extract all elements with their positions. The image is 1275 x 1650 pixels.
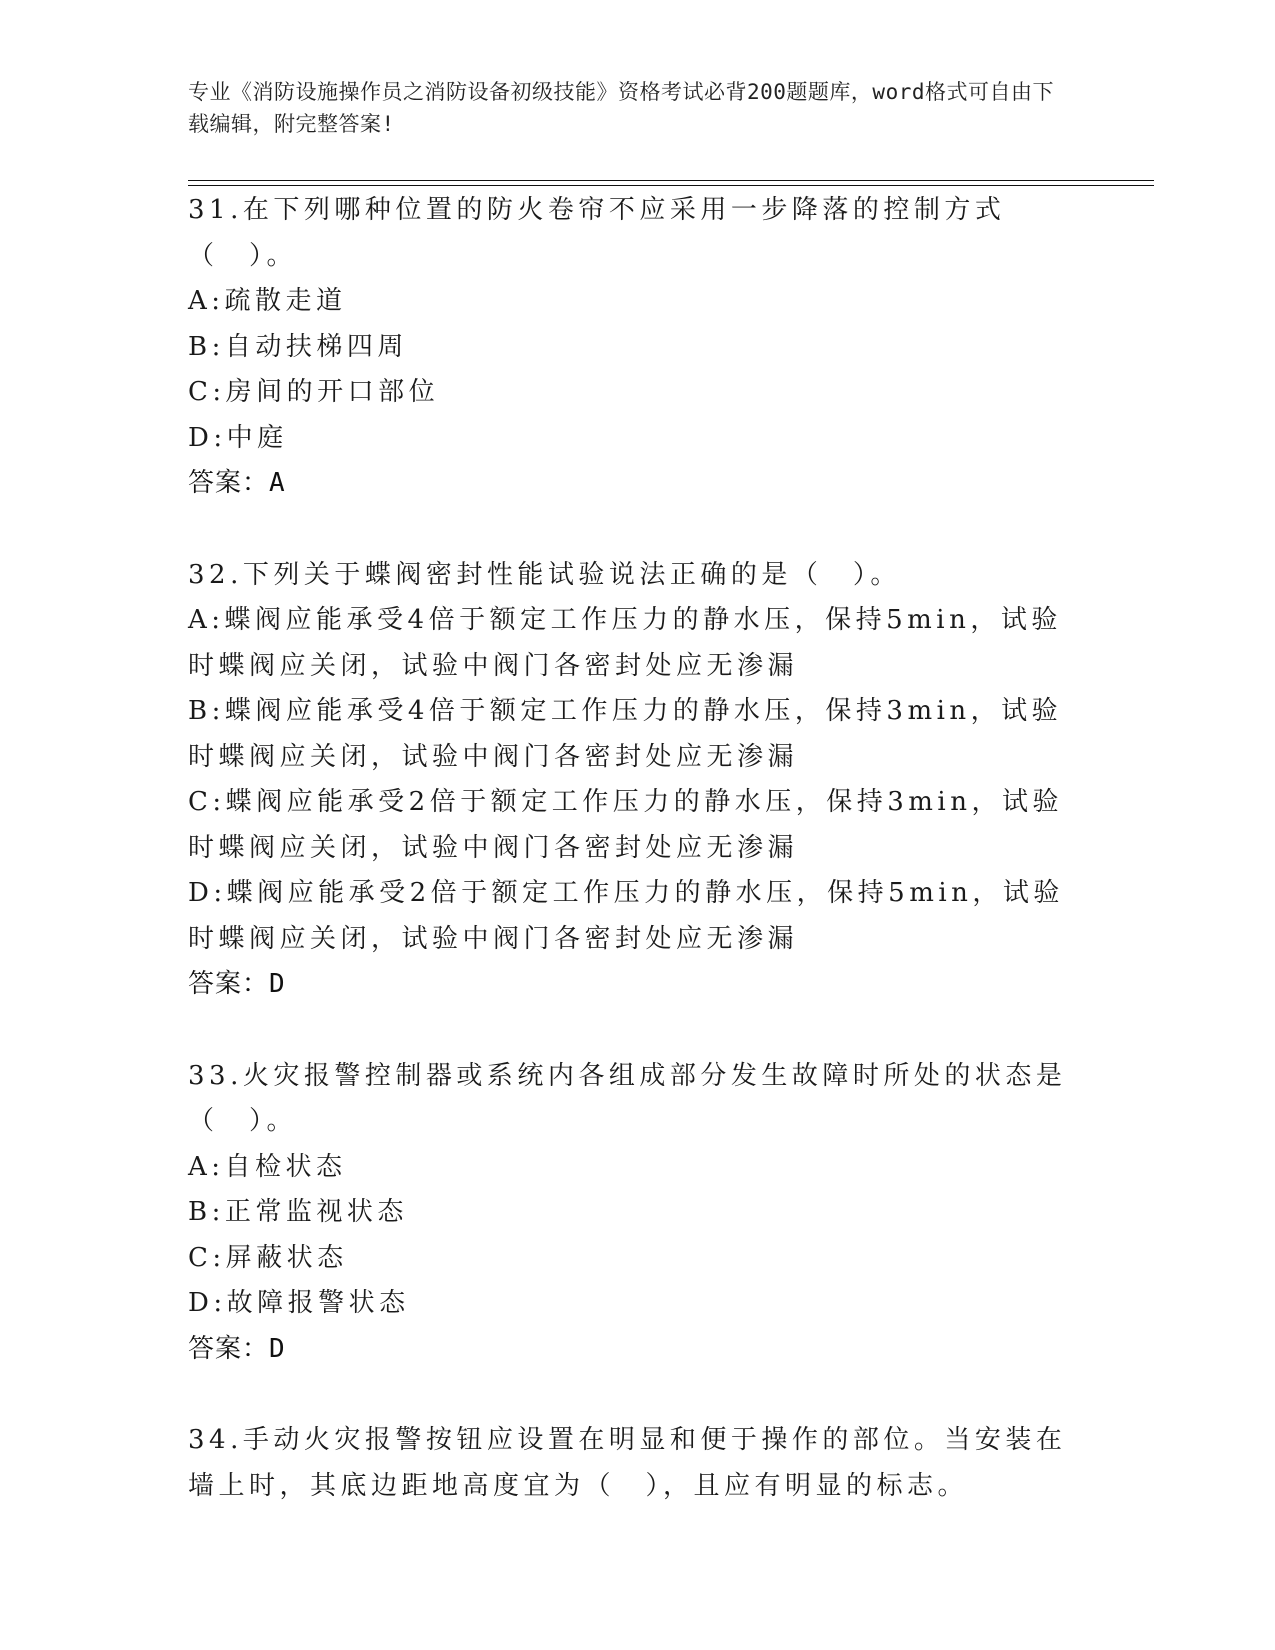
answer-label: 答案：D: [188, 969, 286, 999]
option-a: A:自检状态: [188, 1151, 347, 1182]
option-b: B:正常监视状态: [188, 1197, 408, 1227]
document-header: 专业《消防设施操作员之消防设备初级技能》资格考试必背200题题库，word格式可自由下载编辑，附完整答案!: [188, 80, 1054, 136]
option-c: C:蝶阀应能承受2倍于额定工作压力的静水压，保持3min，试验时蝶阀应关闭，试验中阀门各密封处应无渗漏: [188, 787, 1063, 863]
answer-label: 答案：D: [188, 1333, 286, 1364]
header-divider-top: [188, 180, 1154, 181]
question-34: [188, 1418, 1088, 1509]
answer-label: 答案：A: [188, 468, 286, 498]
question-32: [188, 553, 1088, 1008]
option-d: D:中庭: [188, 422, 288, 453]
option-b: B:蝶阀应能承受4倍于额定工作压力的静水压，保持3min，试验时蝶阀应关闭，试验中阀门各密封处应无渗漏: [188, 696, 1063, 772]
option-c: C:屏蔽状态: [188, 1242, 348, 1273]
header-divider-bottom: [188, 185, 1154, 186]
question-31: [188, 188, 1088, 507]
question-33: [188, 1054, 1088, 1373]
question-stem: 32.下列关于蝶阀密封性能试验说法正确的是（ ）。: [188, 559, 901, 590]
question-stem: 33.火灾报警控制器或系统内各组成部分发生故障时所处的状态是（ ）。: [188, 1060, 1067, 1136]
option-d: D:蝶阀应能承受2倍于额定工作压力的静水压，保持5min，试验时蝶阀应关闭，试验中阀门各密封处应无渗漏: [188, 878, 1064, 954]
option-a: A:疏散走道: [188, 286, 347, 316]
question-list: [188, 188, 1088, 1555]
question-stem: 34.手动火灾报警按钮应设置在明显和便于操作的部位。当安装在墙上时，其底边距地高度宜为（ ），且应有明显的标志。: [188, 1425, 1067, 1501]
question-stem: 31.在下列哪种位置的防火卷帘不应采用一步降落的控制方式（ ）。: [188, 195, 1006, 271]
option-d: D:故障报警状态: [188, 1288, 410, 1318]
option-c: C:房间的开口部位: [188, 377, 440, 407]
option-a: A:蝶阀应能承受4倍于额定工作压力的静水压，保持5min，试验时蝶阀应关闭，试验中阀门各密封处应无渗漏: [188, 605, 1062, 681]
option-b: B:自动扶梯四周: [188, 331, 408, 362]
